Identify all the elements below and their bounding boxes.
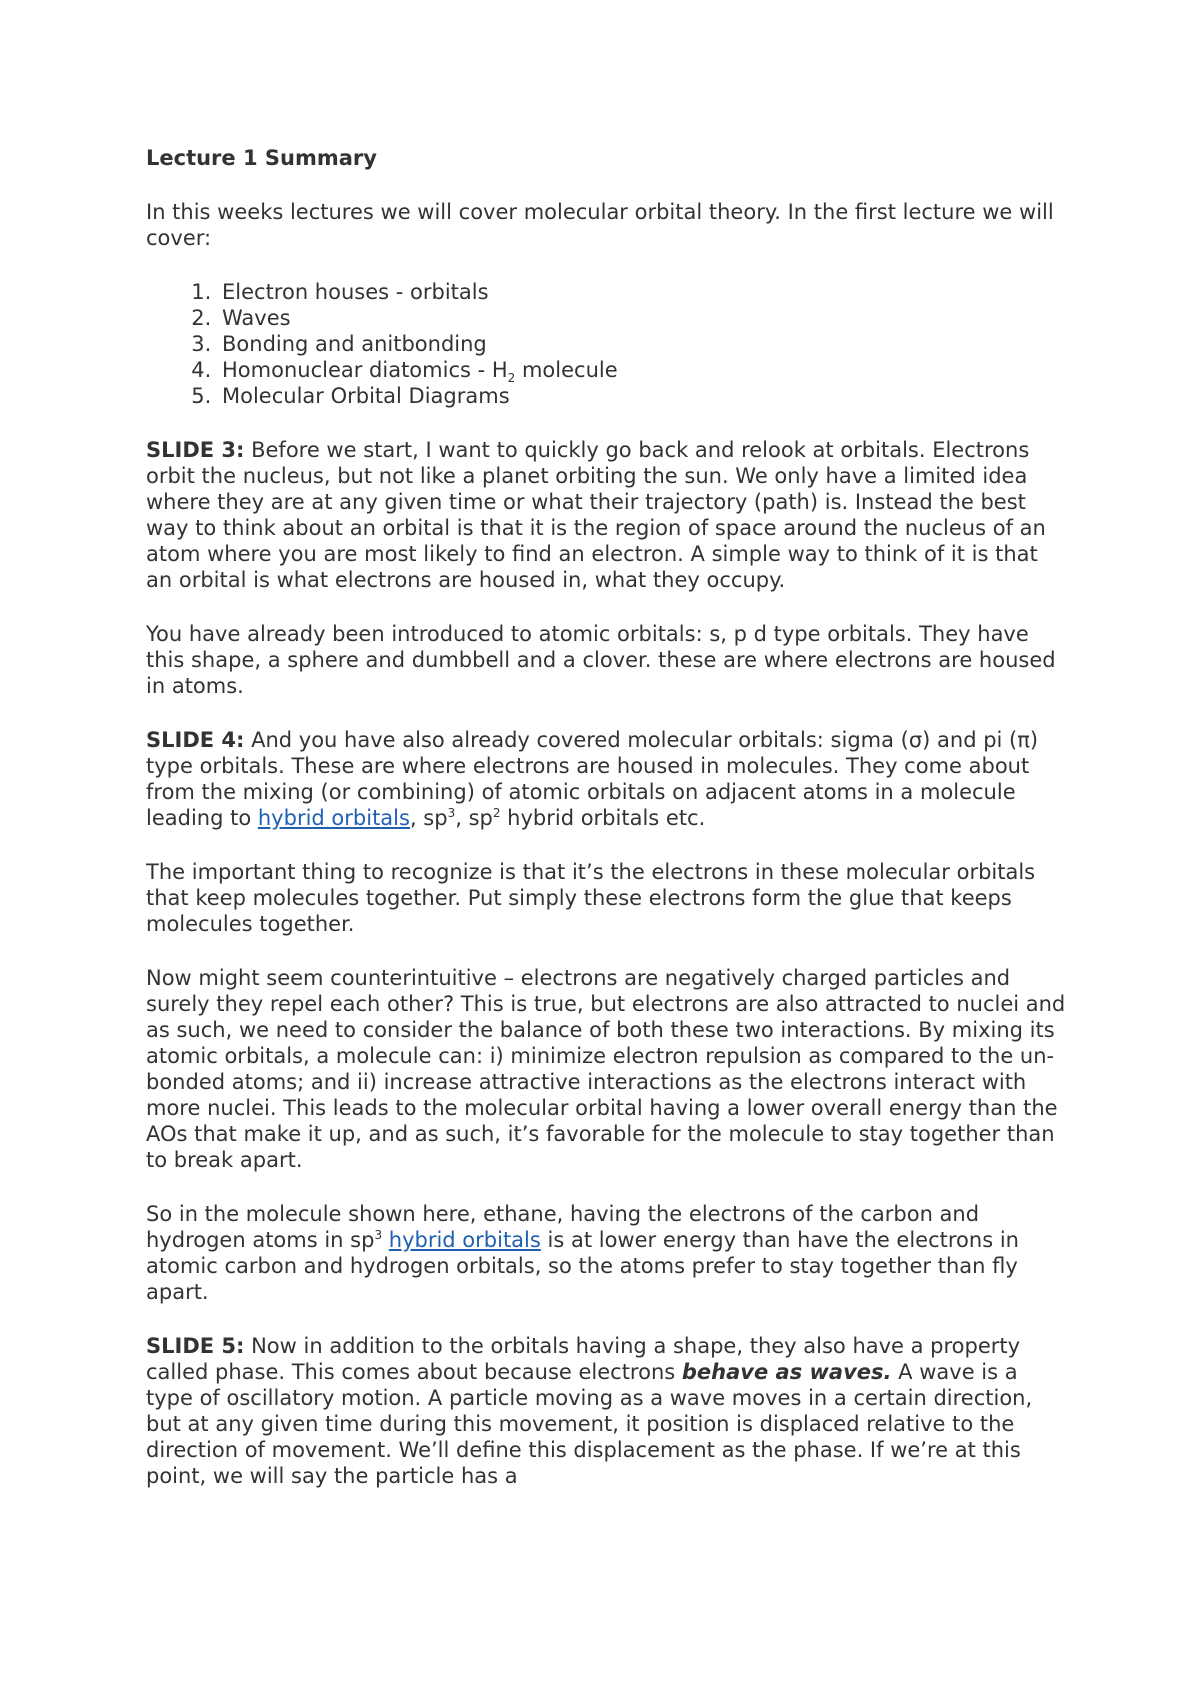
list-item: 5. Molecular Orbital Diagrams bbox=[218, 383, 1066, 409]
slide4-mid: , sp bbox=[455, 806, 493, 830]
ethane-text: So in the molecule shown here, ethane, having the electrons of the carbon and hydrogen atoms in sp bbox=[146, 1202, 980, 1252]
list-item bbox=[218, 357, 1066, 386]
list-item: 3. Bonding and anitbonding bbox=[218, 331, 1066, 357]
document-body bbox=[146, 145, 1066, 1517]
slide3-paragraph bbox=[146, 437, 1066, 593]
superscript: 3 bbox=[447, 806, 456, 820]
slide4-paragraph bbox=[146, 727, 1066, 831]
hybrid-orbitals-link[interactable]: hybrid orbitals bbox=[388, 1228, 541, 1252]
atomic-orbitals-paragraph: You have already been introduced to atomic orbitals: s, p d type orbitals. They have this shape, a sphere and dumbbell and a clover. these are where electrons are housed in atoms. bbox=[146, 622, 1056, 698]
ethane-paragraph bbox=[146, 1201, 1066, 1305]
list-item-text: molecule bbox=[515, 358, 618, 382]
slide4-text: And you have also already covered molecular orbitals: sigma (σ) and pi (π) type orbitals. These are where electrons are housed in molecules. They come about from the mixing (or combining) of atomic orbitals on adjacent atoms in a molecule leading to bbox=[146, 728, 1039, 830]
emphasis-text: behave as waves. bbox=[681, 1360, 892, 1384]
superscript: 2 bbox=[492, 806, 501, 820]
slide3-text: Before we start, I want to quickly go back and relook at orbitals. Electrons orbit the nucleus, but not like a planet orbiting the sun. We only have a limited idea where they are at any given time or what their trajectory (path) is. Instead the best way to think about an orbital is that it is the region of space around the nucleus of an atom where you are most likely to find an electron. A simple way to think of it is that an orbital is what electrons are housed in, what they occupy. bbox=[146, 438, 1046, 592]
superscript: 3 bbox=[374, 1228, 383, 1242]
hybrid-orbitals-link[interactable]: hybrid orbitals bbox=[257, 806, 410, 830]
glue-paragraph: The important thing to recognize is that it’s the electrons in these molecular orbitals that keep molecules together. Put simply these electrons form the glue that keeps molecules together. bbox=[146, 860, 1036, 936]
slide3-label: SLIDE 3: bbox=[146, 438, 245, 462]
ethane-text: is at lower energy than have the electrons in atomic carbon and hydrogen orbitals, so the atoms prefer to stay together than fly apart. bbox=[146, 1228, 1019, 1304]
slide4-tail: hybrid orbitals etc. bbox=[500, 806, 706, 830]
counterintuitive-paragraph: Now might seem counterintuitive – electrons are negatively charged particles and surely they repel each other? This is true, but electrons are also attracted to nuclei and as such, we need to consider the balance of both these two interactions. By mixing its atomic orbitals, a molecule can: i) minimize electron repulsion as compared to the un-bonded atoms; and ii) increase attractive interactions as the electrons interact with more nuclei. This leads to the molecular orbital having a lower overall energy than the AOs that make it up, and as such, it’s favorable for the molecule to stay together than to break apart. bbox=[146, 966, 1066, 1172]
slide5-text: Now in addition to the orbitals having a shape, they also have a property called phase. This comes about because electrons bbox=[146, 1334, 1021, 1384]
page-title: Lecture 1 Summary bbox=[146, 146, 377, 170]
slide5-text: A wave is a type of oscillatory motion. A particle moving as a wave moves in a certain direction, but at any given time during this movement, it position is displaced relative to the direction of movement. We’ll define this displacement as the phase. If we’re at this point, we will say the particle has a bbox=[146, 1360, 1033, 1488]
slide5-label: SLIDE 5: bbox=[146, 1334, 245, 1358]
slide4-after-link: , sp bbox=[409, 806, 448, 830]
topic-list bbox=[146, 279, 1066, 409]
subscript: 2 bbox=[507, 371, 516, 386]
list-item: 1. Electron houses - orbitals bbox=[218, 279, 1066, 305]
slide4-label: SLIDE 4: bbox=[146, 728, 245, 752]
list-item-text: Homonuclear diatomics - H bbox=[222, 358, 508, 382]
list-item: 2. Waves bbox=[218, 305, 1066, 331]
slide5-paragraph bbox=[146, 1333, 1066, 1489]
intro-paragraph: In this weeks lectures we will cover molecular orbital theory. In the first lecture we will cover: bbox=[146, 200, 1054, 250]
